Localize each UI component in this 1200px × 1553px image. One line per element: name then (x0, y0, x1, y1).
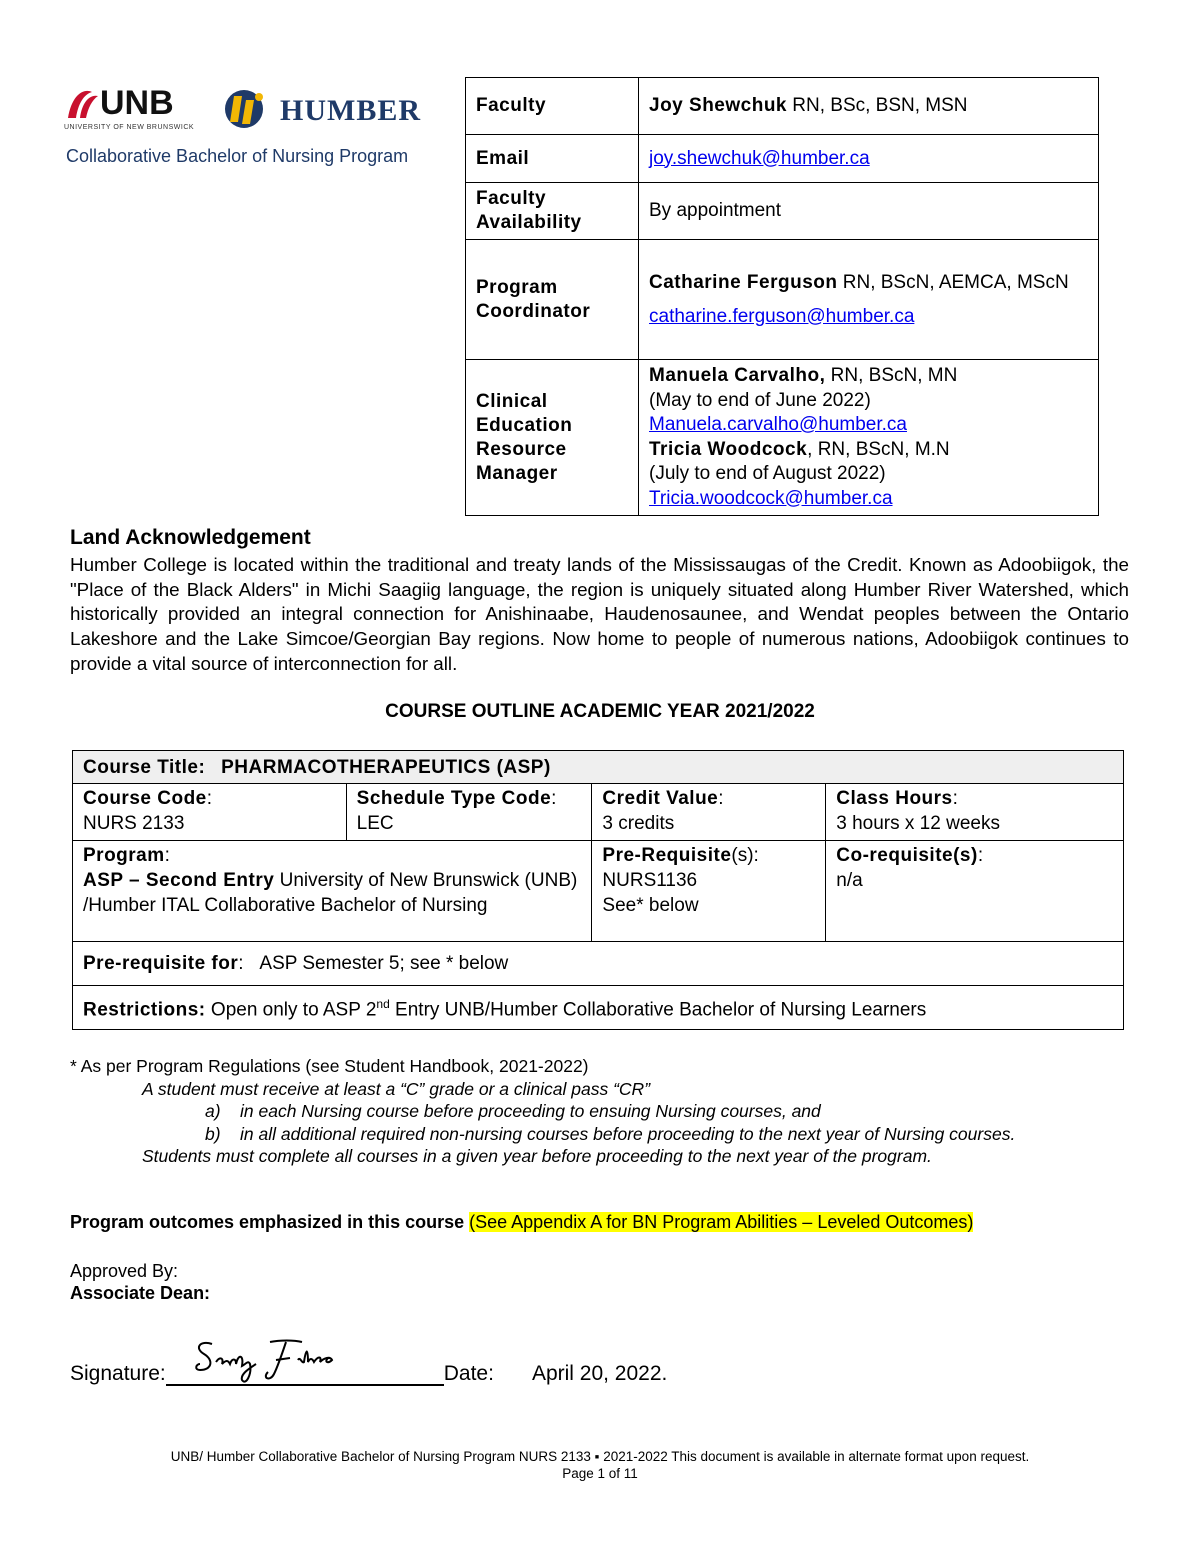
program-row (73, 841, 1124, 942)
faculty-row (466, 78, 1099, 135)
notes-item-a-text: in each Nursing course before proceeding to ensuing Nursing courses, and (240, 1101, 821, 1121)
program-value: University of New Brunswick (UNB) /Humber ITAL Collaborative Bachelor of Nursing (83, 870, 578, 916)
course-title-cell (73, 751, 1124, 784)
program-name: Collaborative Bachelor of Nursing Program (66, 146, 409, 166)
prereq-for-row (73, 942, 1124, 986)
coreq-label: Co-requisite(s) (836, 845, 978, 866)
prereq-suffix: (s): (731, 845, 759, 866)
restrictions-cell (73, 986, 1124, 1030)
course-title-value: PHARMACOTHERAPEUTICS (ASP) (221, 756, 551, 778)
contact-table (465, 77, 1099, 516)
unb-logo-subtitle: UNIVERSITY OF NEW BRUNSWICK (64, 124, 195, 131)
availability-row (466, 183, 1099, 240)
cerm1-credentials: RN, BScN, MN (825, 365, 958, 386)
handwritten-signature (190, 1334, 370, 1390)
signature-row (70, 1360, 667, 1386)
date-label: Date: (443, 1362, 494, 1385)
schedule-label: Schedule Type Code (356, 788, 552, 809)
unb-logo (62, 84, 212, 134)
notes-item-b (70, 1123, 1170, 1146)
program-label: Program (83, 845, 165, 866)
notes-item-b-label: b) (205, 1123, 221, 1144)
faculty-credentials: RN, BSc, BSN, MSN (787, 95, 968, 116)
cerm1-email-link[interactable]: Manuela.carvalho@humber.ca (649, 414, 907, 435)
restrictions-sup: nd (376, 997, 390, 1012)
hours-cell: Class Hours: 3 hours x 12 weeks (826, 784, 1124, 841)
humber-logo (220, 88, 421, 135)
prereq-value: NURS1136 (602, 870, 698, 891)
cerm-row (466, 360, 1099, 516)
cerm2-name: Tricia Woodcock (649, 438, 808, 460)
cerm2-email-link[interactable]: Tricia.woodcock@humber.ca (649, 487, 893, 509)
coordinator-credentials: RN, BScN, AEMCA, MScN (837, 271, 1069, 293)
email-cell (639, 135, 1099, 183)
course-code-cell: Course Code: NURS 2133 (73, 784, 347, 841)
prereq-for-label: Pre-requisite for (83, 953, 239, 974)
notes-item-a-label: a) (205, 1101, 221, 1121)
date-value: April 20, 2022. (531, 1362, 668, 1385)
humber-logo-text: HUMBER (280, 94, 421, 127)
program-outcomes (70, 1212, 973, 1233)
notes-line-1: * As per Program Regulations (see Student Handbook, 2021-2022) (70, 1056, 589, 1076)
notes-line-3: Students must complete all courses in a given year before proceeding to the next year of the program. (142, 1146, 932, 1166)
page-number: Page 1 of 11 (562, 1466, 638, 1481)
page-footer (0, 1448, 1200, 1482)
approved-by-label: Approved By: (70, 1261, 179, 1281)
program-entry: ASP – Second Entry (83, 870, 275, 891)
outcomes-appendix-note: (See Appendix A for BN Program Abilities – Leveled Outcomes) (469, 1212, 974, 1232)
course-table (72, 750, 1124, 1030)
associate-dean-label: Associate Dean: (70, 1283, 211, 1303)
restrictions-text-2: Entry UNB/Humber Collaborative Bachelor of Nursing Learners (389, 999, 927, 1021)
coordinator-email-link[interactable]: catharine.ferguson@humber.ca (649, 305, 915, 327)
approval-block (70, 1260, 210, 1304)
credit-value: 3 credits (602, 813, 675, 834)
notes-item-a (70, 1100, 1170, 1123)
land-ack-text: Humber College is located within the traditional and treaty lands of the Mississaugas of the Credit. Known as Adoobiigok, the "Place of the Black Alders" in Michi Saagiig language, the region is uniquely situated along Humber River Watershed, which historically provided an integral connection for Anishinaabe, Haudenosaunee, and Wendat peoples between the Ontario Lakeshore and the Lake Simcoe/Georgian Bay regions. Now home to people of numerous nations, Adoobiigok continues to provide a vital source of interconnection for all. (70, 554, 1129, 674)
course-code-label: Course Code (83, 788, 207, 809)
cerm2-period: (July to end of August 2022) (649, 463, 886, 484)
credit-cell: Credit Value: 3 credits (592, 784, 826, 841)
hours-value: 3 hours x 12 weeks (836, 813, 1000, 834)
faculty-email-link[interactable]: joy.shewchuk@humber.ca (649, 147, 870, 169)
schedule-value: LEC (356, 813, 394, 834)
cerm-label: Clinical Education Resource Manager (466, 360, 639, 516)
restrictions-label: Restrictions: (83, 999, 206, 1021)
land-ack-title: Land Acknowledgement (70, 526, 311, 549)
cerm1-name: Manuela Carvalho, (649, 365, 826, 386)
availability-value: By appointment (639, 183, 1099, 240)
coordinator-name: Catharine Ferguson (649, 271, 838, 293)
program-cell: Program: ASP – Second Entry University of New Brunswick (UNB) /Humber ITAL Collaborative Bachelor of Nursing (73, 841, 592, 942)
regulations-notes (70, 1055, 1170, 1168)
faculty-value (639, 78, 1099, 135)
email-row (466, 135, 1099, 183)
notes-item-b-text: in all additional required non-nursing courses before proceeding to the next year of Nursing courses. (240, 1123, 1016, 1144)
signature-line (166, 1360, 444, 1386)
course-outline-title: COURSE OUTLINE ACADEMIC YEAR 2021/2022 (385, 701, 815, 722)
course-code-value: NURS 2133 (83, 813, 185, 834)
cerm-cell (639, 360, 1099, 516)
faculty-label: Faculty (466, 78, 639, 135)
prereq-cell (592, 841, 826, 942)
email-label: Email (466, 135, 639, 183)
restrictions-row (73, 986, 1124, 1030)
schedule-cell: Schedule Type Code: LEC (346, 784, 592, 841)
cerm1-period: (May to end of June 2022) (649, 389, 871, 411)
notes-line-2: A student must receive at least a “C” grade or a clinical pass “CR” (142, 1078, 651, 1099)
cerm2-credentials: , RN, BScN, M.N (807, 438, 950, 460)
prereq-for-cell: Pre-requisite for: ASP Semester 5; see * below (73, 942, 1124, 986)
coreq-cell: Co-requisite(s): n/a (826, 841, 1124, 942)
course-info-row (73, 784, 1124, 841)
unb-logo-text: UNB (100, 84, 174, 122)
faculty-name: Joy Shewchuk (649, 95, 787, 116)
prereq-for-value: ASP Semester 5; see * below (259, 953, 509, 974)
hours-label: Class Hours (836, 788, 953, 809)
coordinator-label: Program Coordinator (466, 240, 639, 360)
coreq-value: n/a (836, 870, 863, 891)
restrictions-text: Open only to ASP 2 (205, 999, 377, 1021)
course-title-row (73, 751, 1124, 784)
coordinator-row (466, 240, 1099, 360)
humber-emblem-icon (220, 88, 270, 130)
outcomes-label: Program outcomes emphasized in this course (70, 1212, 465, 1232)
signature-label: Signature: (70, 1362, 166, 1385)
prereq-label: Pre-Requisite (602, 845, 732, 866)
footer-text: UNB/ Humber Collaborative Bachelor of Nursing Program NURS 2133 ▪ 2021-2022 This document is available in alternate format upon request. (170, 1449, 1030, 1464)
coordinator-cell (639, 240, 1099, 360)
availability-label: Faculty Availability (466, 183, 639, 240)
prereq-note: See* below (602, 895, 699, 916)
unb-crest-icon (62, 84, 102, 124)
credit-label: Credit Value (602, 788, 719, 809)
course-title-label: Course Title: (83, 756, 206, 778)
